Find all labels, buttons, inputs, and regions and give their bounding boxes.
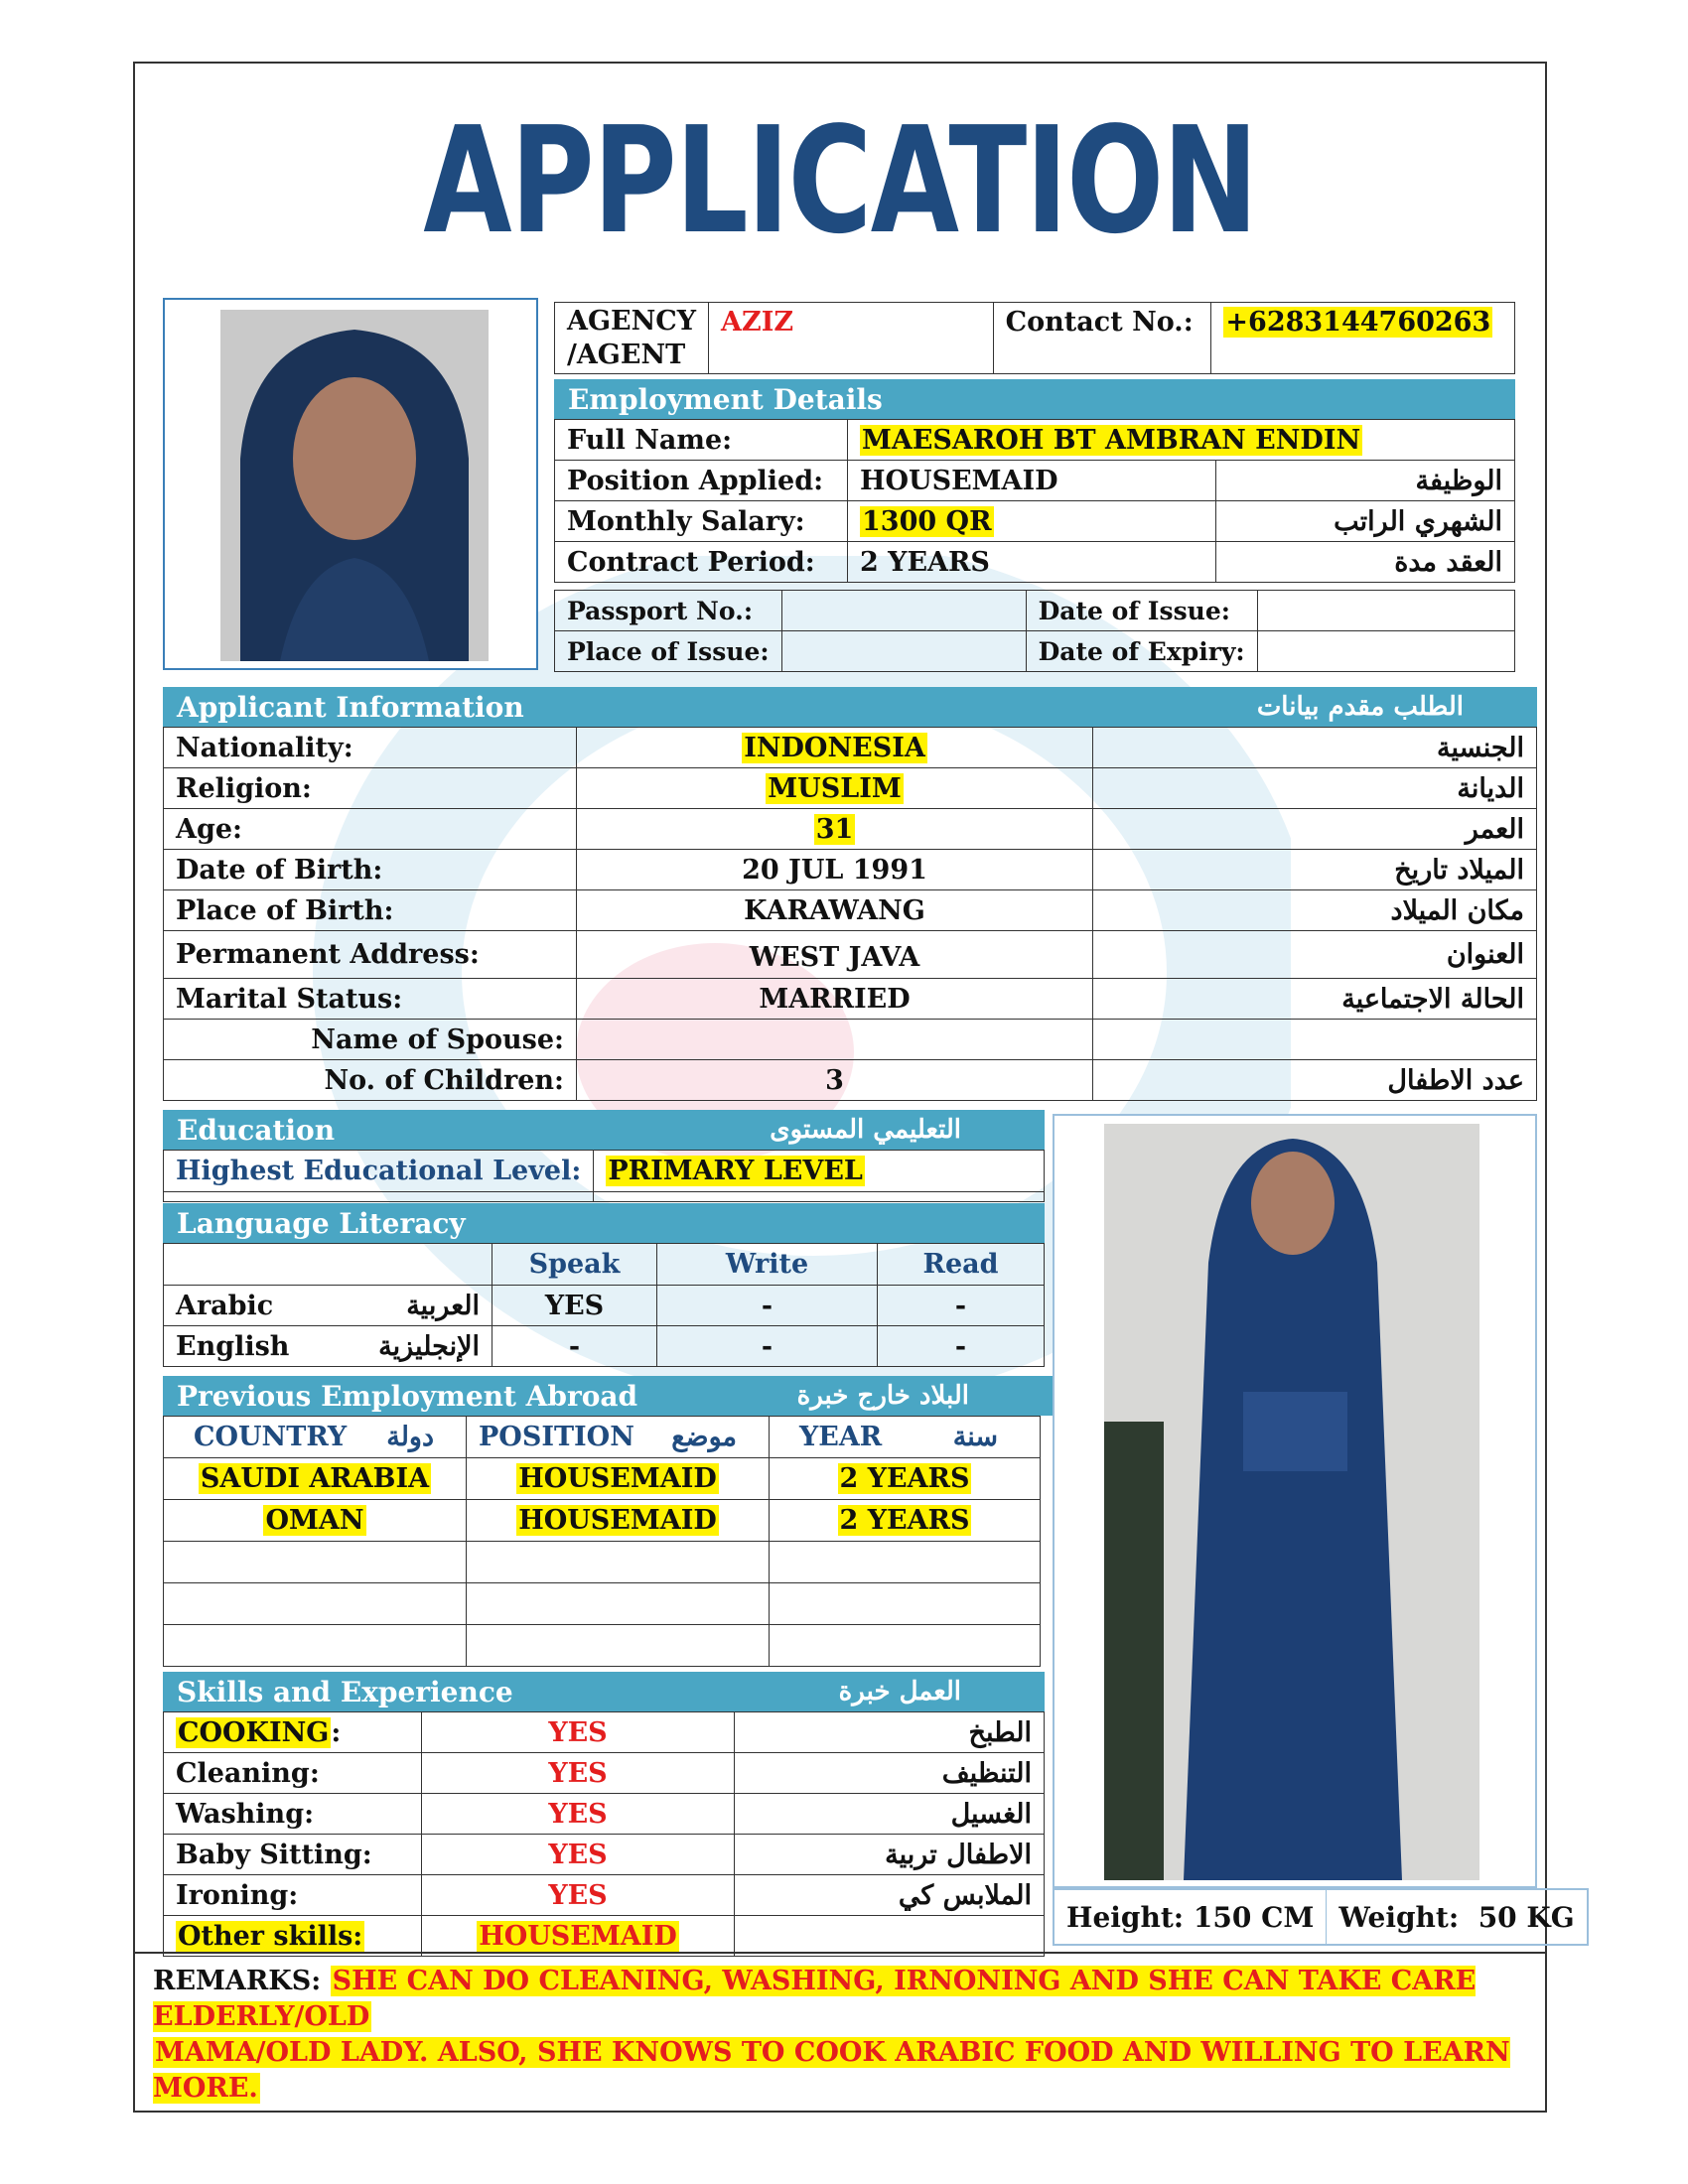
education-header-arabic: التعليمي المستوى <box>770 1115 961 1145</box>
skill-babysitting-label: Baby Sitting: <box>164 1835 422 1875</box>
remarks-label: REMARKS: <box>153 1966 322 1996</box>
english-read: - <box>878 1326 1045 1367</box>
skill-cooking-value: YES <box>422 1712 735 1753</box>
passport-no-value <box>781 591 1026 631</box>
skills-header-arabic: العمل خبرة <box>838 1677 961 1706</box>
year-column-en: YEAR <box>799 1422 883 1452</box>
weight-value: 50 KG <box>1477 1900 1575 1934</box>
page-title: APPLICATION <box>423 95 1257 266</box>
agency-table <box>554 302 1515 374</box>
prev-year-2: 2 YEARS <box>839 1505 970 1536</box>
skill-cooking-arabic: الطبخ <box>735 1712 1045 1753</box>
prev-position-1: HOUSEMAID <box>518 1463 717 1494</box>
english-language-row <box>164 1326 492 1367</box>
arabic-language-arabic: العربية <box>406 1290 480 1321</box>
full-body-photo <box>1053 1114 1537 1888</box>
contract-period-label: Contract Period: <box>555 542 848 583</box>
date-of-issue-label: Date of Issue: <box>1026 591 1257 631</box>
marital-status-label: Marital Status: <box>164 979 577 1020</box>
country-column-ar: دولة <box>386 1422 434 1452</box>
applicant-header <box>163 687 1537 727</box>
agency-value: AZIZ <box>709 303 994 374</box>
skill-washing-label: Washing: <box>164 1794 422 1835</box>
spouse-name-value <box>577 1020 1093 1060</box>
arabic-read: - <box>878 1286 1045 1326</box>
education-table <box>163 1150 1045 1202</box>
date-of-issue-value <box>1257 591 1514 631</box>
remarks-box <box>133 1952 1547 2113</box>
position-column-header <box>467 1417 770 1458</box>
date-of-expiry-value <box>1257 631 1514 672</box>
education-level-value: PRIMARY LEVEL <box>608 1156 863 1186</box>
table-row <box>164 1583 1041 1625</box>
portrait-photo <box>163 298 538 670</box>
english-language-label: English <box>176 1330 290 1362</box>
religion-arabic: الديانة <box>1093 768 1537 809</box>
contact-value: +6283144760263 <box>1225 307 1491 338</box>
previous-employment-header <box>163 1376 1053 1416</box>
place-of-birth-arabic: مكان الميلاد <box>1093 890 1537 931</box>
prev-year-3 <box>770 1542 1041 1583</box>
prev-country-5 <box>164 1625 467 1667</box>
children-value: 3 <box>577 1060 1093 1101</box>
skill-ironing-value: YES <box>422 1875 735 1916</box>
skill-ironing-label: Ironing: <box>164 1875 422 1916</box>
skill-cleaning-label: Cleaning: <box>164 1753 422 1794</box>
year-column-header <box>770 1417 1041 1458</box>
contact-label: Contact No.: <box>993 303 1211 374</box>
speak-column-header: Speak <box>492 1244 657 1286</box>
permanent-address-label: Permanent Address: <box>164 931 577 979</box>
position-applied-label: Position Applied: <box>555 461 848 501</box>
children-arabic: عدد الاطفال <box>1093 1060 1537 1101</box>
employment-table <box>554 419 1515 583</box>
arabic-language-row <box>164 1286 492 1326</box>
age-arabic: العمر <box>1093 809 1537 850</box>
passport-table <box>554 590 1515 672</box>
contract-period-arabic: العقد مدة <box>1216 542 1515 583</box>
prev-year-5 <box>770 1625 1041 1667</box>
height-cell <box>1054 1889 1327 1945</box>
english-speak: - <box>492 1326 657 1367</box>
education-level-label: Highest Educational Level: <box>164 1151 594 1192</box>
education-header-label: Education <box>177 1113 336 1147</box>
prev-year-4 <box>770 1583 1041 1625</box>
prev-position-2: HOUSEMAID <box>518 1505 717 1536</box>
measurements-table <box>1053 1888 1589 1946</box>
language-header-label: Language Literacy <box>177 1206 466 1240</box>
marital-status-arabic: الحالة الاجتماعية <box>1093 979 1537 1020</box>
date-of-birth-arabic: الميلاد تاريخ <box>1093 850 1537 890</box>
nationality-value: INDONESIA <box>744 732 925 763</box>
weight-label: Weight: <box>1338 1900 1460 1934</box>
skill-babysitting-value: YES <box>422 1835 735 1875</box>
date-of-expiry-label: Date of Expiry: <box>1026 631 1257 672</box>
children-label: No. of Children: <box>164 1060 577 1101</box>
skill-washing-value: YES <box>422 1794 735 1835</box>
english-write: - <box>657 1326 878 1367</box>
write-column-header: Write <box>657 1244 878 1286</box>
skills-header-label: Skills and Experience <box>177 1675 513 1708</box>
skill-cleaning-arabic: التنظيف <box>735 1753 1045 1794</box>
place-of-birth-value: KARAWANG <box>577 890 1093 931</box>
full-name-label: Full Name: <box>555 420 848 461</box>
position-applied-value: HOUSEMAID <box>848 461 1216 501</box>
passport-no-label: Passport No.: <box>555 591 782 631</box>
nationality-arabic: الجنسية <box>1093 728 1537 768</box>
agency-label: AGENCY /AGENT <box>555 303 709 374</box>
prev-country-1: SAUDI ARABIA <box>200 1463 430 1494</box>
country-column-header <box>164 1417 467 1458</box>
skill-other-arabic <box>735 1916 1045 1957</box>
education-header <box>163 1110 1045 1150</box>
prev-position-5 <box>467 1625 770 1667</box>
language-header <box>163 1203 1045 1243</box>
employment-header <box>554 379 1515 419</box>
date-of-birth-label: Date of Birth: <box>164 850 577 890</box>
nationality-label: Nationality: <box>164 728 577 768</box>
age-label: Age: <box>164 809 577 850</box>
skill-other-value: HOUSEMAID <box>479 1920 677 1952</box>
table-row <box>164 1625 1041 1667</box>
table-row <box>164 1542 1041 1583</box>
permanent-address-value: WEST JAVA <box>577 931 1093 979</box>
previous-employment-header-arabic: البلاد خارج خبرة <box>796 1381 969 1411</box>
religion-label: Religion: <box>164 768 577 809</box>
place-of-issue-value <box>781 631 1026 672</box>
remarks-line-1: SHE CAN DO CLEANING, WASHING, IRNONING AND SHE CAN TAKE CARE ELDERLY/OLD <box>153 1966 1477 2032</box>
year-column-ar: سنة <box>952 1422 998 1452</box>
prev-position-4 <box>467 1583 770 1625</box>
monthly-salary-label: Monthly Salary: <box>555 501 848 542</box>
place-of-issue-label: Place of Issue: <box>555 631 782 672</box>
age-value: 31 <box>815 813 854 845</box>
permanent-address-arabic: العنوان <box>1093 931 1537 979</box>
position-column-en: POSITION <box>479 1422 634 1452</box>
prev-country-4 <box>164 1583 467 1625</box>
full-name-value: MAESAROH BT AMBRAN ENDIN <box>862 424 1361 456</box>
marital-status-value: MARRIED <box>577 979 1093 1020</box>
country-column-en: COUNTRY <box>194 1422 348 1452</box>
english-language-arabic: الإنجليزية <box>378 1330 480 1362</box>
skill-cooking-row <box>164 1712 422 1753</box>
monthly-salary-arabic: الشهري الراتب <box>1216 501 1515 542</box>
previous-employment-table <box>163 1416 1041 1667</box>
prev-year-1: 2 YEARS <box>839 1463 970 1494</box>
skills-header <box>163 1672 1045 1711</box>
skill-cleaning-value: YES <box>422 1753 735 1794</box>
height-label: Height: <box>1066 1900 1185 1934</box>
arabic-language-label: Arabic <box>176 1290 274 1321</box>
date-of-birth-value: 20 JUL 1991 <box>577 850 1093 890</box>
arabic-write: - <box>657 1286 878 1326</box>
prev-country-3 <box>164 1542 467 1583</box>
previous-employment-header-label: Previous Employment Abroad <box>177 1379 638 1413</box>
remarks-line-2: MAMA/OLD LADY. ALSO, SHE KNOWS TO COOK ARABIC FOOD AND WILLING TO LEARN MORE. <box>153 2037 1510 2104</box>
read-column-header: Read <box>878 1244 1045 1286</box>
position-column-ar: موضع <box>671 1422 737 1452</box>
skill-cooking-label: COOKING <box>178 1716 330 1748</box>
spouse-name-arabic <box>1093 1020 1537 1060</box>
skill-other-label: Other skills: <box>178 1920 363 1952</box>
weight-cell <box>1327 1889 1588 1945</box>
table-row <box>164 1458 1041 1500</box>
skill-washing-arabic: الغسيل <box>735 1794 1045 1835</box>
religion-value: MUSLIM <box>768 772 902 804</box>
language-table <box>163 1243 1045 1367</box>
spouse-name-label: Name of Spouse: <box>164 1020 577 1060</box>
monthly-salary-value: 1300 QR <box>862 505 992 537</box>
prev-country-2: OMAN <box>265 1505 364 1536</box>
prev-position-3 <box>467 1542 770 1583</box>
contract-period-value: 2 YEARS <box>848 542 1216 583</box>
arabic-speak: YES <box>492 1286 657 1326</box>
applicant-header-arabic: الطلب مقدم بيانات <box>1256 692 1464 722</box>
skill-babysitting-arabic: الاطفال تربية <box>735 1835 1045 1875</box>
skills-table <box>163 1711 1045 1957</box>
table-row <box>164 1500 1041 1542</box>
employment-header-label: Employment Details <box>568 382 883 416</box>
applicant-header-label: Applicant Information <box>177 690 524 724</box>
skill-cooking-colon: : <box>331 1716 342 1748</box>
height-value: 150 CM <box>1193 1900 1315 1934</box>
applicant-table <box>163 727 1537 1101</box>
skill-ironing-arabic: الملابس كي <box>735 1875 1045 1916</box>
place-of-birth-label: Place of Birth: <box>164 890 577 931</box>
position-applied-arabic: الوظيفة <box>1216 461 1515 501</box>
